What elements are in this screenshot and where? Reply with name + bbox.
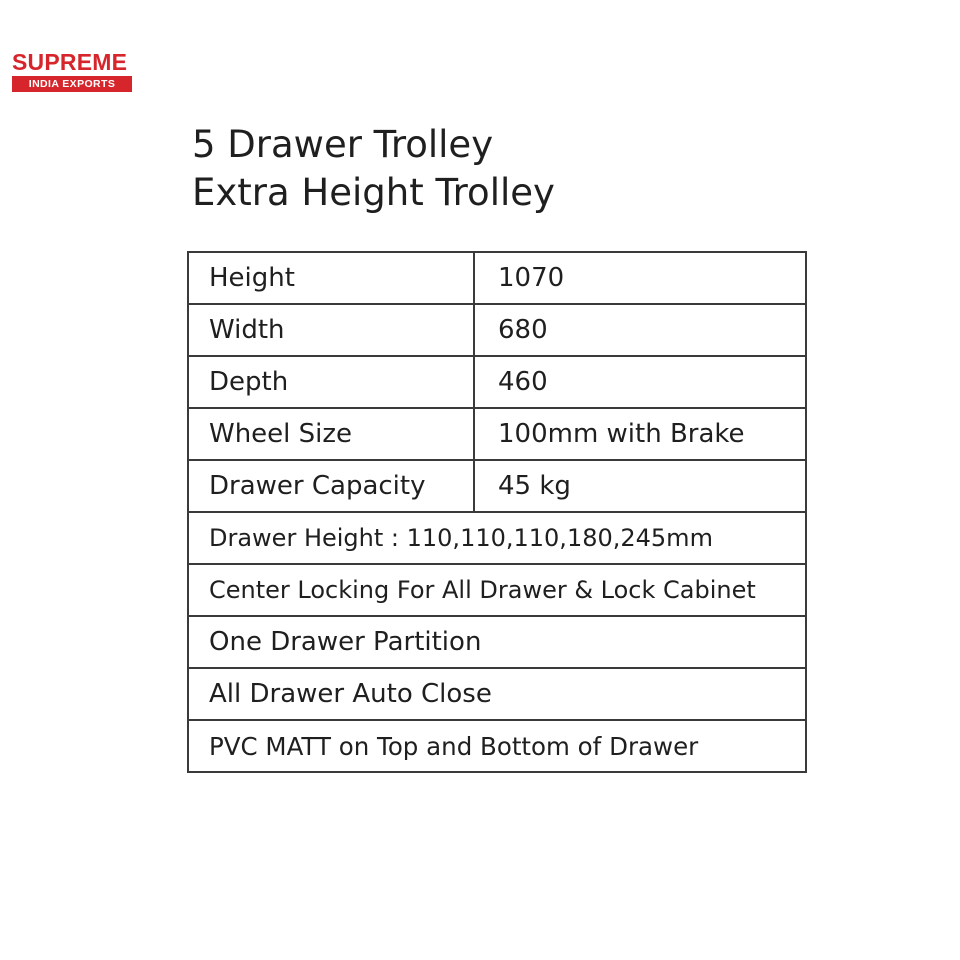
logo-tagline: INDIA EXPORTS xyxy=(12,76,132,92)
spec-value: 45 kg xyxy=(474,460,806,512)
spec-label: Drawer Capacity xyxy=(188,460,474,512)
feature-text: All Drawer Auto Close xyxy=(188,668,806,720)
spec-row-depth xyxy=(188,356,806,408)
brand-logo xyxy=(12,49,132,92)
spec-label: Height xyxy=(188,252,474,304)
spec-label: Width xyxy=(188,304,474,356)
product-title xyxy=(192,121,555,217)
spec-row-width xyxy=(188,304,806,356)
logo-brand-name: SUPREME xyxy=(12,49,128,75)
spec-label: Wheel Size xyxy=(188,408,474,460)
product-title-line-1: 5 Drawer Trolley xyxy=(192,123,494,166)
spec-value: 460 xyxy=(474,356,806,408)
feature-text: Center Locking For All Drawer & Lock Cabinet xyxy=(188,564,806,616)
feature-row-auto-close xyxy=(188,668,806,720)
spec-value: 1070 xyxy=(474,252,806,304)
feature-text: Drawer Height : 110,110,110,180,245mm xyxy=(188,512,806,564)
spec-row-wheel-size xyxy=(188,408,806,460)
spec-row-height xyxy=(188,252,806,304)
feature-text: PVC MATT on Top and Bottom of Drawer xyxy=(188,720,806,772)
spec-row-drawer-capacity xyxy=(188,460,806,512)
spec-label: Depth xyxy=(188,356,474,408)
spec-table xyxy=(187,251,807,773)
feature-row-partition xyxy=(188,616,806,668)
product-title-line-2: Extra Height Trolley xyxy=(192,171,555,214)
spec-value: 100mm with Brake xyxy=(474,408,806,460)
feature-row-center-locking xyxy=(188,564,806,616)
feature-row-pvc-matt xyxy=(188,720,806,772)
spec-value: 680 xyxy=(474,304,806,356)
feature-row-drawer-height xyxy=(188,512,806,564)
feature-text: One Drawer Partition xyxy=(188,616,806,668)
